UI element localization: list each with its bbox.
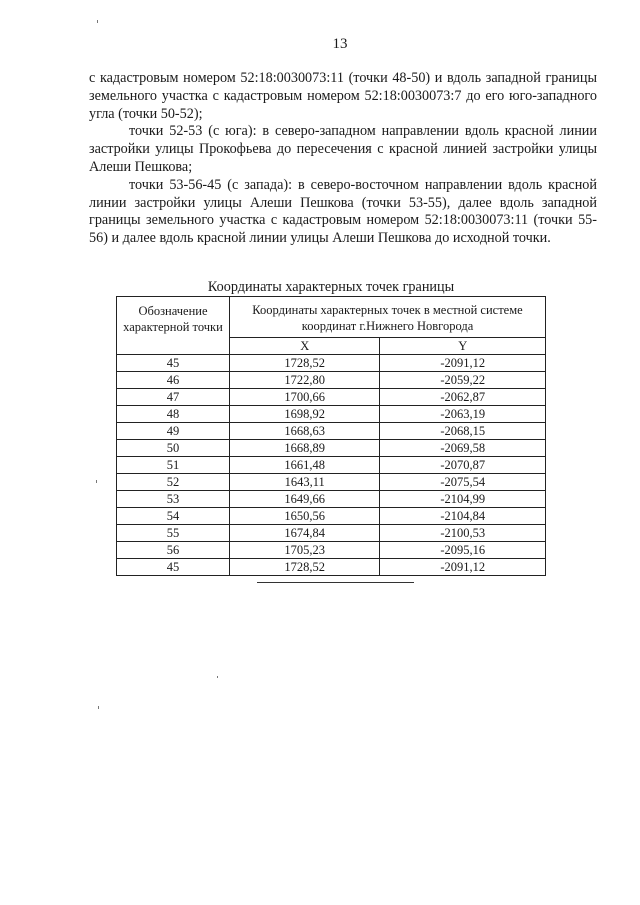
cell-y: -2091,12 xyxy=(380,559,546,576)
cell-x: 1643,11 xyxy=(230,474,380,491)
table-row xyxy=(117,457,546,474)
cell-point: 45 xyxy=(117,355,230,372)
scan-speck xyxy=(217,676,218,678)
scan-speck xyxy=(98,706,99,709)
cell-point: 52 xyxy=(117,474,230,491)
cell-y: -2100,53 xyxy=(380,525,546,542)
cell-point: 48 xyxy=(117,406,230,423)
table-row xyxy=(117,474,546,491)
cell-y: -2095,16 xyxy=(380,542,546,559)
header-coordinates: Координаты характерных точек в местной системе координат г.Нижнего Новгорода xyxy=(230,297,546,338)
table-row xyxy=(117,559,546,576)
cell-y: -2069,58 xyxy=(380,440,546,457)
table-caption: Координаты характерных точек границы xyxy=(207,279,455,295)
table-row xyxy=(117,542,546,559)
cell-point: 55 xyxy=(117,525,230,542)
table-row xyxy=(117,423,546,440)
document-body xyxy=(89,70,597,248)
cell-y: -2068,15 xyxy=(380,423,546,440)
table-row xyxy=(117,372,546,389)
cell-y: -2059,22 xyxy=(380,372,546,389)
table-row xyxy=(117,491,546,508)
cell-x: 1650,56 xyxy=(230,508,380,525)
cell-x: 1649,66 xyxy=(230,491,380,508)
cell-point: 49 xyxy=(117,423,230,440)
cell-point: 56 xyxy=(117,542,230,559)
cell-point: 53 xyxy=(117,491,230,508)
cell-y: -2075,54 xyxy=(380,474,546,491)
paragraph-points-53-56-45: точки 53-56-45 (с запада): в северо-восточном направлении вдоль красной линии застройки улицы Алеши Пешкова (точки 53-55), далее вдоль западной границы земельного участка с кадастровым номером 52:18:0030073:11 (точки 55-56) и далее вдоль красной линии улицы Алеши Пешкова до исходной точки. xyxy=(89,176,597,247)
cell-x: 1700,66 xyxy=(230,389,380,406)
cell-point: 47 xyxy=(117,389,230,406)
header-x: X xyxy=(230,338,380,355)
coordinates-table-body xyxy=(117,355,546,576)
table-row xyxy=(117,389,546,406)
table-row xyxy=(117,440,546,457)
header-point-designation: Обозначение характерной точки xyxy=(117,297,230,355)
cell-y: -2104,84 xyxy=(380,508,546,525)
cell-x: 1661,48 xyxy=(230,457,380,474)
cell-point: 50 xyxy=(117,440,230,457)
cell-x: 1668,89 xyxy=(230,440,380,457)
scan-speck xyxy=(97,20,98,23)
cell-x: 1705,23 xyxy=(230,542,380,559)
coordinates-table xyxy=(116,296,546,576)
cell-y: -2063,19 xyxy=(380,406,546,423)
cell-x: 1728,52 xyxy=(230,559,380,576)
paragraph-points-48-52: с кадастровым номером 52:18:0030073:11 (точки 48-50) и вдоль западной границы земельного участка с кадастровым номером 52:18:0030073:7 до его юго-западного угла (точки 50-52); xyxy=(89,70,597,122)
cell-point: 54 xyxy=(117,508,230,525)
cell-y: -2070,87 xyxy=(380,457,546,474)
table-row xyxy=(117,355,546,372)
end-rule xyxy=(257,582,414,583)
cell-x: 1668,63 xyxy=(230,423,380,440)
cell-point: 46 xyxy=(117,372,230,389)
cell-x: 1698,92 xyxy=(230,406,380,423)
table-row xyxy=(117,525,546,542)
cell-y: -2062,87 xyxy=(380,389,546,406)
cell-y: -2104,99 xyxy=(380,491,546,508)
cell-point: 51 xyxy=(117,457,230,474)
paragraph-points-52-53: точки 52-53 (с юга): в северо-западном направлении вдоль красной линии застройки улицы Прокофьева до пересечения с красной линией застройки улицы Алеши Пешкова; xyxy=(89,123,597,175)
header-y: Y xyxy=(380,338,546,355)
cell-x: 1728,52 xyxy=(230,355,380,372)
table-row xyxy=(117,508,546,525)
cell-y: -2091,12 xyxy=(380,355,546,372)
table-row xyxy=(117,406,546,423)
cell-x: 1722,80 xyxy=(230,372,380,389)
page-number: 13 xyxy=(332,36,348,52)
cell-x: 1674,84 xyxy=(230,525,380,542)
cell-point: 45 xyxy=(117,559,230,576)
scan-speck xyxy=(96,480,97,483)
